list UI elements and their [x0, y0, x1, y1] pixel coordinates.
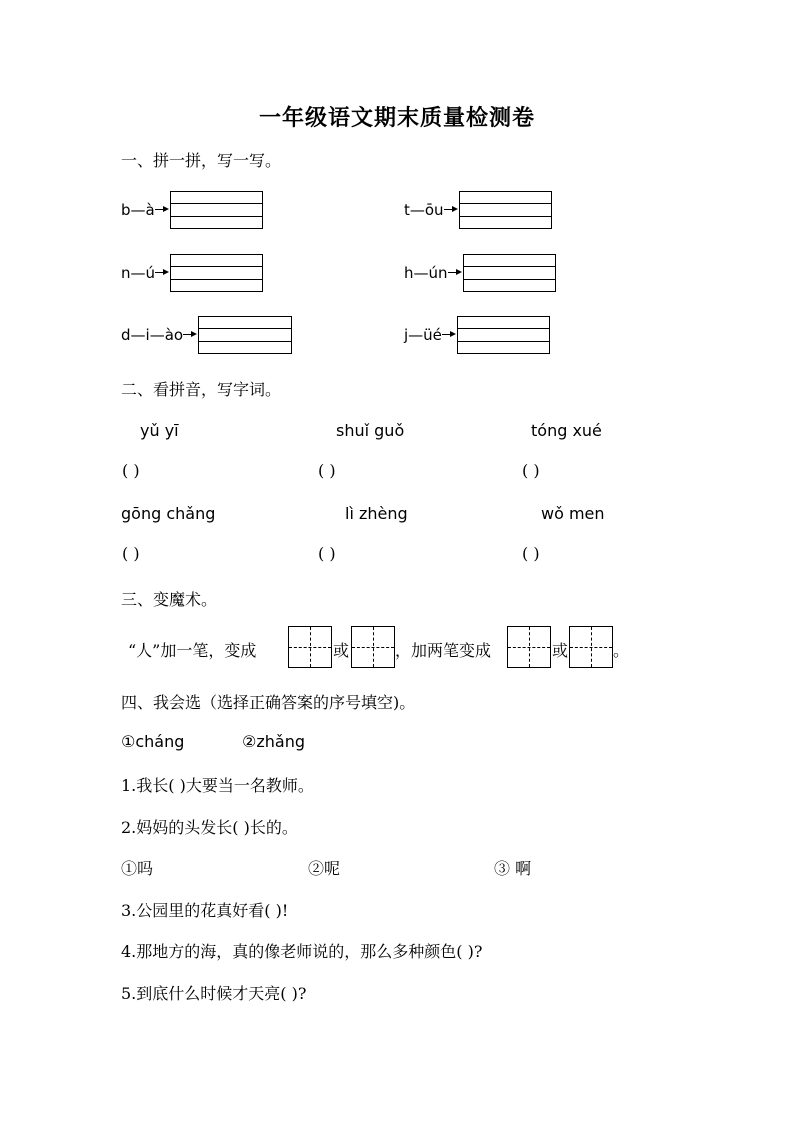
writing-lines[interactable] [170, 191, 263, 229]
section4-heading: 四、我会选（选择正确答案的序号填空)。 [121, 693, 416, 712]
option-chang: ①cháng [121, 732, 185, 751]
question-2: 2.妈妈的头发长( )长的。 [121, 818, 298, 837]
tian-grid[interactable] [351, 626, 395, 668]
arrow-icon [444, 205, 458, 215]
pinyin-1: yǔ yī [140, 421, 179, 440]
arrow-icon [183, 330, 197, 340]
section3-heading: 三、变魔术。 [121, 590, 218, 609]
writing-lines[interactable] [463, 254, 556, 292]
option-a: ③ 啊 [494, 859, 532, 878]
arrow-icon [155, 268, 169, 278]
magic-or-2: 或 [552, 641, 569, 660]
spell-pinyin: d—i—ào [121, 326, 184, 344]
magic-text-2: ，加两笔变成 [395, 641, 492, 660]
pinyin-2: shuǐ guǒ [336, 421, 405, 440]
tian-grid[interactable] [288, 626, 332, 668]
arrow-icon [442, 330, 456, 340]
spell-item-1 [121, 191, 263, 229]
writing-lines[interactable] [170, 254, 263, 292]
arrow-icon [448, 268, 462, 278]
tian-grid[interactable] [569, 626, 613, 668]
writing-lines[interactable] [457, 316, 550, 354]
pinyin-3: tóng xué [531, 421, 602, 440]
section2-heading: 二、看拼音，写字词。 [121, 380, 282, 399]
writing-lines[interactable] [198, 316, 292, 354]
magic-end: 。 [613, 641, 630, 660]
option-ma: ①吗 [121, 859, 154, 878]
option-ne: ②呢 [308, 859, 341, 878]
answer-blank[interactable]: ( ) [522, 544, 540, 563]
question-5: 5.到底什么时候才天亮( )? [121, 984, 307, 1003]
spell-pinyin: j—üé [404, 326, 442, 344]
spell-pinyin: n—ú [121, 264, 156, 282]
pinyin-6: wǒ men [541, 504, 605, 523]
question-3: 3.公园里的花真好看( )! [121, 901, 289, 920]
spell-item-2 [404, 191, 552, 229]
spell-pinyin: t—ōu [404, 201, 444, 219]
arrow-icon [155, 205, 169, 215]
answer-blank[interactable]: ( ) [318, 461, 336, 480]
spell-pinyin: h—ún [404, 264, 448, 282]
pinyin-5: lì zhèng [345, 504, 408, 523]
option-zhang: ②zhǎng [242, 732, 305, 751]
answer-blank[interactable]: ( ) [122, 461, 140, 480]
question-4: 4.那地方的海，真的像老师说的，那么多种颜色( )? [121, 942, 483, 961]
spell-item-5 [121, 316, 292, 354]
writing-lines[interactable] [459, 191, 552, 229]
answer-blank[interactable]: ( ) [122, 544, 140, 563]
spell-item-4 [404, 254, 556, 292]
spell-pinyin: b—à [121, 201, 155, 219]
spell-item-3 [121, 254, 263, 292]
page-title: 一年级语文期末质量检测卷 [258, 105, 535, 131]
question-1: 1.我长( )大要当一名教师。 [121, 776, 314, 795]
section1-heading: 一、拼一拼，写一写。 [121, 151, 282, 170]
answer-blank[interactable]: ( ) [522, 461, 540, 480]
magic-text-1: “人”加一笔，变成 [128, 641, 257, 660]
spell-item-6 [404, 316, 550, 354]
magic-or-1: 或 [333, 641, 350, 660]
answer-blank[interactable]: ( ) [318, 544, 336, 563]
pinyin-4: gōng chǎng [121, 504, 216, 523]
tian-grid[interactable] [507, 626, 551, 668]
